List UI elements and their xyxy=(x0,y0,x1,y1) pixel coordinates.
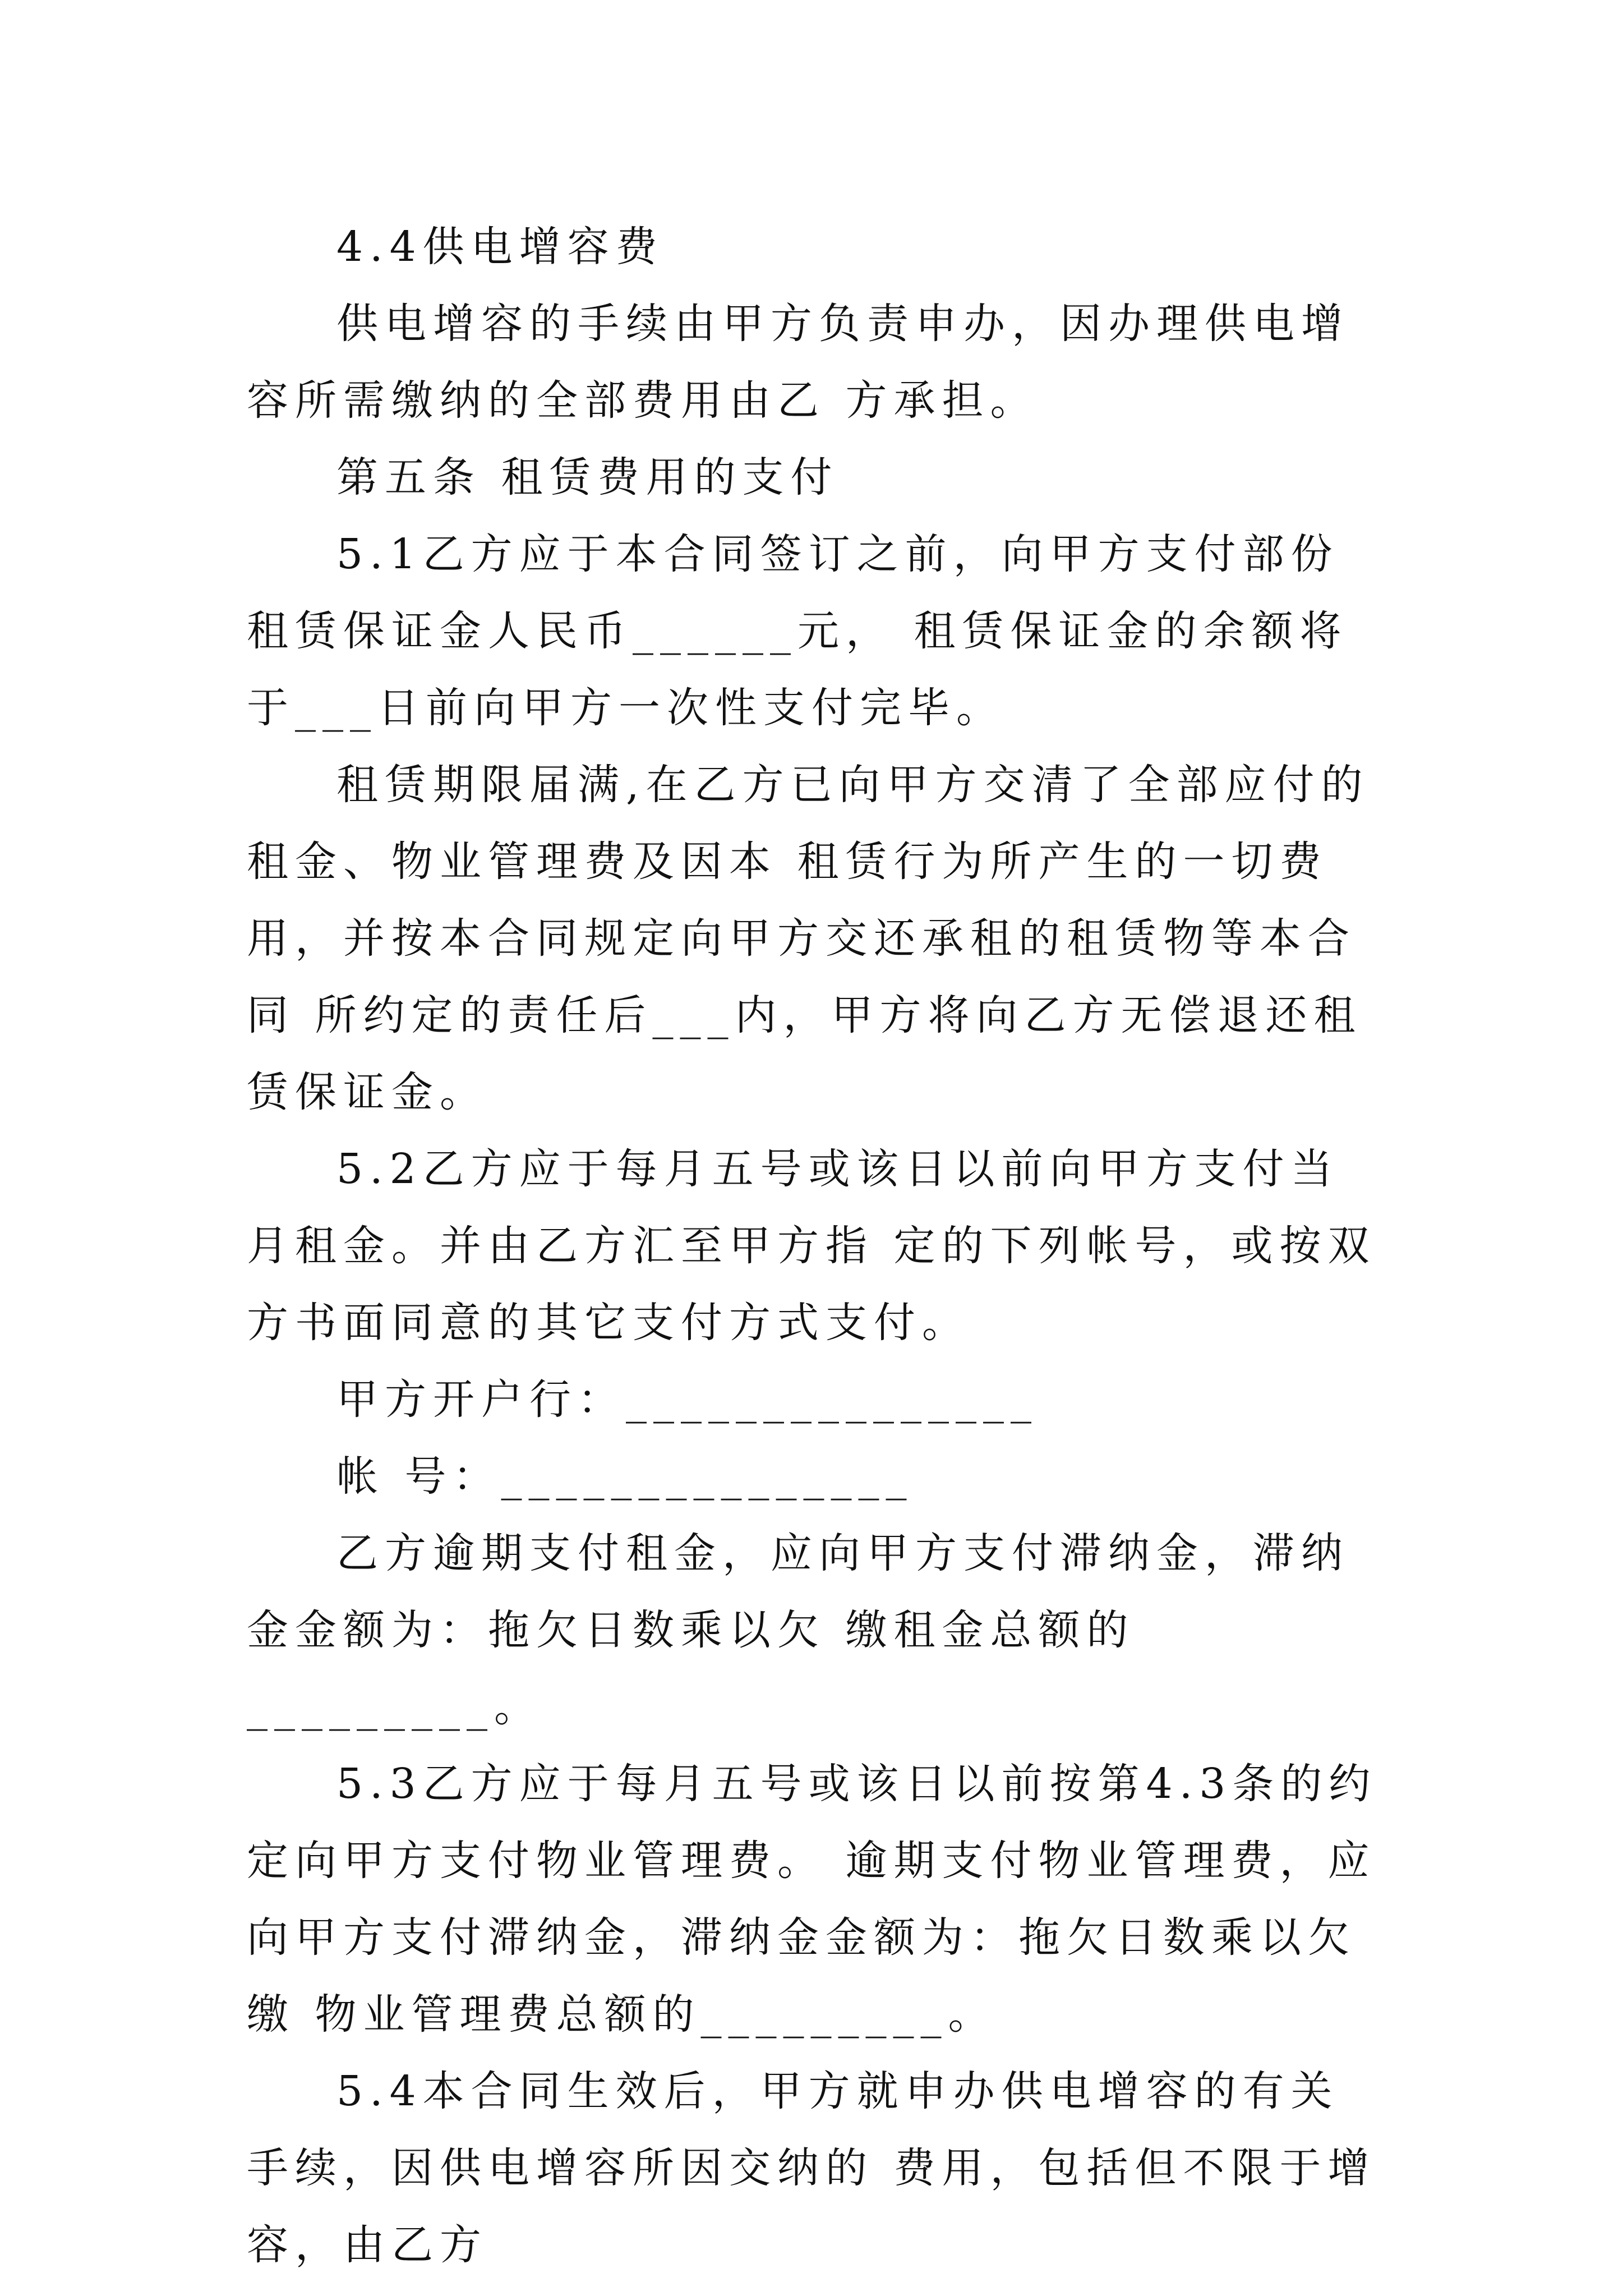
paragraph-5-2: 5.2乙方应于每月五号或该日以前向甲方支付当月租金。并由乙方汇至甲方指 定的下列帐号，或按双方书面同意的其它支付方式支付。 xyxy=(247,1145,1376,1347)
article-five-heading: 第五条 租赁费用的支付 xyxy=(336,453,839,501)
paragraph-5-1: 5.1乙方应于本合同签订之前，向甲方支付部份租赁保证金人民币______元， 租赁保证金的余额将于___日前向甲方一次性支付完毕。 xyxy=(247,530,1348,732)
paragraph-5-3: 5.3乙方应于每月五号或该日以前按第4.3条的约定向甲方支付物业管理费。 逾期支付物业管理费，应向甲方支付滞纳金，滞纳金金额为：拖欠日数乘以欠缴 物业管理费总额的_________。 xyxy=(247,1760,1377,2039)
bank-field-line: 甲方开户行：_______________ xyxy=(336,1375,1038,1424)
section-heading-4-4: 4.4供电增容费 xyxy=(336,223,664,271)
paragraph-5-4: 5.4本合同生效后，甲方就申办供电增容的有关手续，因供电增容所因交纳的 费用，包括但不限于增容，由乙方 xyxy=(247,2067,1376,2269)
paragraph-4-4-text: 供电增容的手续由甲方负责申办，因办理供电增容所需缴纳的全部费用由乙 方承担。 xyxy=(247,300,1349,425)
paragraph-late-rent: 乙方逾期支付租金，应向甲方支付滞纳金，滞纳金金额为：拖欠日数乘以欠 缴租金总额的_________。 xyxy=(247,1529,1349,1731)
document-body xyxy=(247,209,1385,2284)
account-field-line: 帐 号：_______________ xyxy=(336,1452,914,1501)
paragraph-deposit-refund: 租赁期限届满,在乙方已向甲方交清了全部应付的租金、物业管理费及因本 租赁行为所产生的一切费用，并按本合同规定向甲方交还承租的租赁物等本合同 所约定的责任后___内，甲方将向乙方无偿退还租赁保证金。 xyxy=(247,761,1370,1116)
